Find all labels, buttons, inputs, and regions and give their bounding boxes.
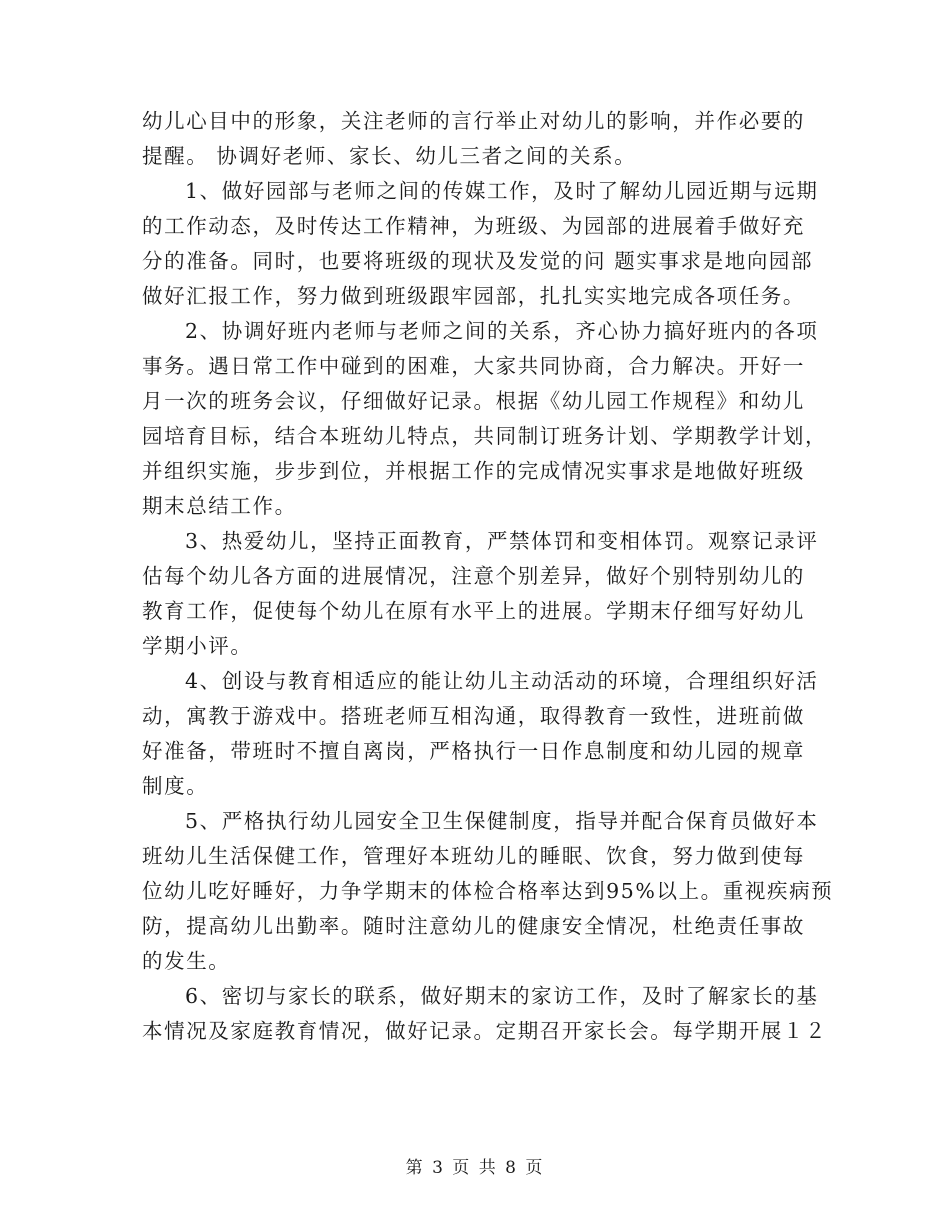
- text-line: 防，提高幼儿出勤率。随时注意幼儿的健康安全情况，杜绝责任事故: [142, 914, 805, 938]
- text-line: 做好汇报工作，努力做到班级跟牢园部，扎扎实实地完成各项任务。: [142, 284, 805, 308]
- text-line: 5、严格执行幼儿园安全卫生保健制度，指导并配合保育员做好本: [185, 809, 819, 833]
- text-line: 园培育目标，结合本班幼儿特点，共同制订班务计划、学期教学计划，: [142, 424, 828, 448]
- text-line: 1、做好园部与老师之间的传媒工作，及时了解幼儿园近期与远期: [185, 179, 819, 203]
- text-line: 3、热爱幼儿，坚持正面教育，严禁体罚和变相体罚。观察记录评: [185, 529, 819, 553]
- text-line: 的发生。: [142, 949, 231, 973]
- text-line: 期末总结工作。: [142, 494, 297, 518]
- text-line: 6、密切与家长的联系，做好期末的家访工作，及时了解家长的基: [185, 984, 819, 1008]
- text-line: 事务。遇日常工作中碰到的困难，大家共同协商，合力解决。开好一: [142, 354, 805, 378]
- text-line: 并组织实施，步步到位，并根据工作的完成情况实事求是地做好班级: [142, 459, 805, 483]
- text-line: 的工作动态，及时传达工作精神，为班级、为园部的进展着手做好充: [142, 214, 805, 238]
- page-number-footer: 第 3 页 共 8 页: [405, 1158, 545, 1178]
- text-line: 4、创设与教育相适应的能让幼儿主动活动的环境，合理组织好活: [185, 669, 819, 693]
- text-line: 班幼儿生活保健工作，管理好本班幼儿的睡眠、饮食，努力做到使每: [142, 844, 805, 868]
- text-line: 好准备，带班时不擅自离岗，严格执行一日作息制度和幼儿园的规章: [142, 739, 805, 763]
- text-line: 制度。: [142, 774, 209, 798]
- text-line: 估每个幼儿各方面的进展情况，注意个别差异，做好个别特别幼儿的: [142, 564, 805, 588]
- document-body: [142, 104, 834, 1049]
- text-line: 提醒。 协调好老师、家长、幼儿三者之间的关系。: [142, 144, 637, 168]
- text-line: 教育工作，促使每个幼儿在原有水平上的进展。学期末仔细写好幼儿: [142, 599, 805, 623]
- text-line: 动，寓教于游戏中。搭班老师互相沟通，取得教育一致性，进班前做: [142, 704, 805, 728]
- text-line: 幼儿心目中的形象，关注老师的言行举止对幼儿的影响，并作必要的: [142, 109, 805, 133]
- text-line: 位幼儿吃好睡好，力争学期末的体检合格率达到95%以上。重视疾病预: [142, 879, 834, 903]
- text-line: 2、协调好班内老师与老师之间的关系，齐心协力搞好班内的各项: [185, 319, 819, 343]
- text-line: 分的准备。同时，也要将班级的现状及发觉的问 题实事求是地向园部: [142, 249, 814, 273]
- text-line: 本情况及家庭教育情况，做好记录。定期召开家长会。每学期开展１２: [142, 1019, 828, 1043]
- text-line: 学期小评。: [142, 634, 253, 658]
- text-line: 月一次的班务会议，仔细做好记录。根据《幼儿园工作规程》和幼儿: [142, 389, 805, 413]
